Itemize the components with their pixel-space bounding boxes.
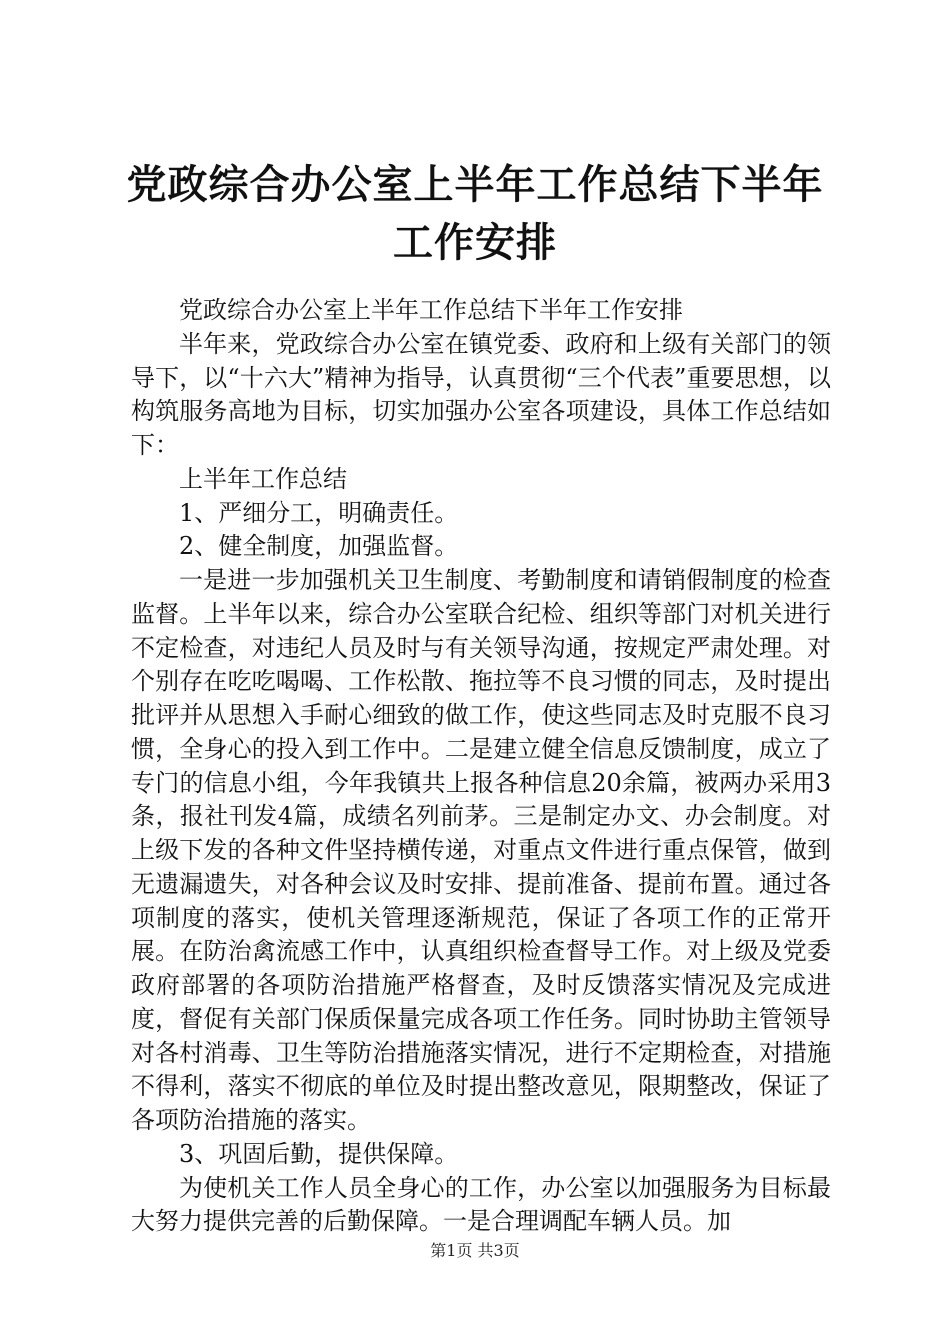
- paragraph-intro: 半年来，党政综合办公室在镇党委、政府和上级有关部门的领导下，以“十六大”精神为指导，认真贯彻“三个代表”重要思想，以构筑服务高地为目标，切实加强办公室各项建设，具体工作总结如下：: [131, 329, 831, 459]
- paragraph-subtitle: 党政综合办公室上半年工作总结下半年工作安排: [179, 296, 683, 324]
- item-heading-2: 2、健全制度，加强监督。: [179, 532, 459, 561]
- item-heading-1: 1、严细分工，明确责任。: [179, 498, 459, 527]
- document-body: [131, 294, 831, 1239]
- item-heading-3: 3、巩固后勤，提供保障。: [179, 1139, 459, 1168]
- document-title: 党政综合办公室上半年工作总结下半年工作安排: [126, 162, 824, 266]
- paragraph-supervision: 一是进一步加强机关卫生制度、考勤制度和请销假制度的检查监督。上半年以来，综合办公室联合纪检、组织等部门对机关进行不定检查，对违纪人员及时与有关领导沟通，按规定严肃处理。对个别存在吃吃喝喝、工作松散、拖拉等不良习惯的同志，及时提出批评并从思想入手耐心细致的做工作，使这些同志及时克服不良习惯，全身心的投入到工作中。二是建立健全信息反馈制度，成立了专门的信息小组，今年我镇共上报各种信息20余篇，被两办采用3条，报社刊发4篇，成绩名列前茅。三是制定办文、办会制度。对上级下发的各种文件坚持横传递，对重点文件进行重点保管，做到无遗漏遗失，对各种会议及时安排、提前准备、提前布置。通过各项制度的落实，使机关管理逐渐规范，保证了各项工作的正常开展。在防治禽流感工作中，认真组织检查督导工作。对上级及党委政府部署的各项防治措施严格督查，及时反馈落实情况及完成进度，督促有关部门保质保量完成各项工作任务。同时协助主管领导对各村消毒、卫生等防治措施落实情况，进行不定期检查，对措施不得利，落实不彻底的单位及时提出整改意见，限期整改，保证了各项防治措施的落实。: [131, 566, 831, 1134]
- section-heading-first-half: 上半年工作总结: [179, 464, 347, 493]
- page-footer: 第1页 共3页: [430, 1241, 520, 1260]
- paragraph-logistics: 为使机关工作人员全身心的工作，办公室以加强服务为目标最大努力提供完善的后勤保障。一是合理调配车辆人员。加: [131, 1173, 831, 1236]
